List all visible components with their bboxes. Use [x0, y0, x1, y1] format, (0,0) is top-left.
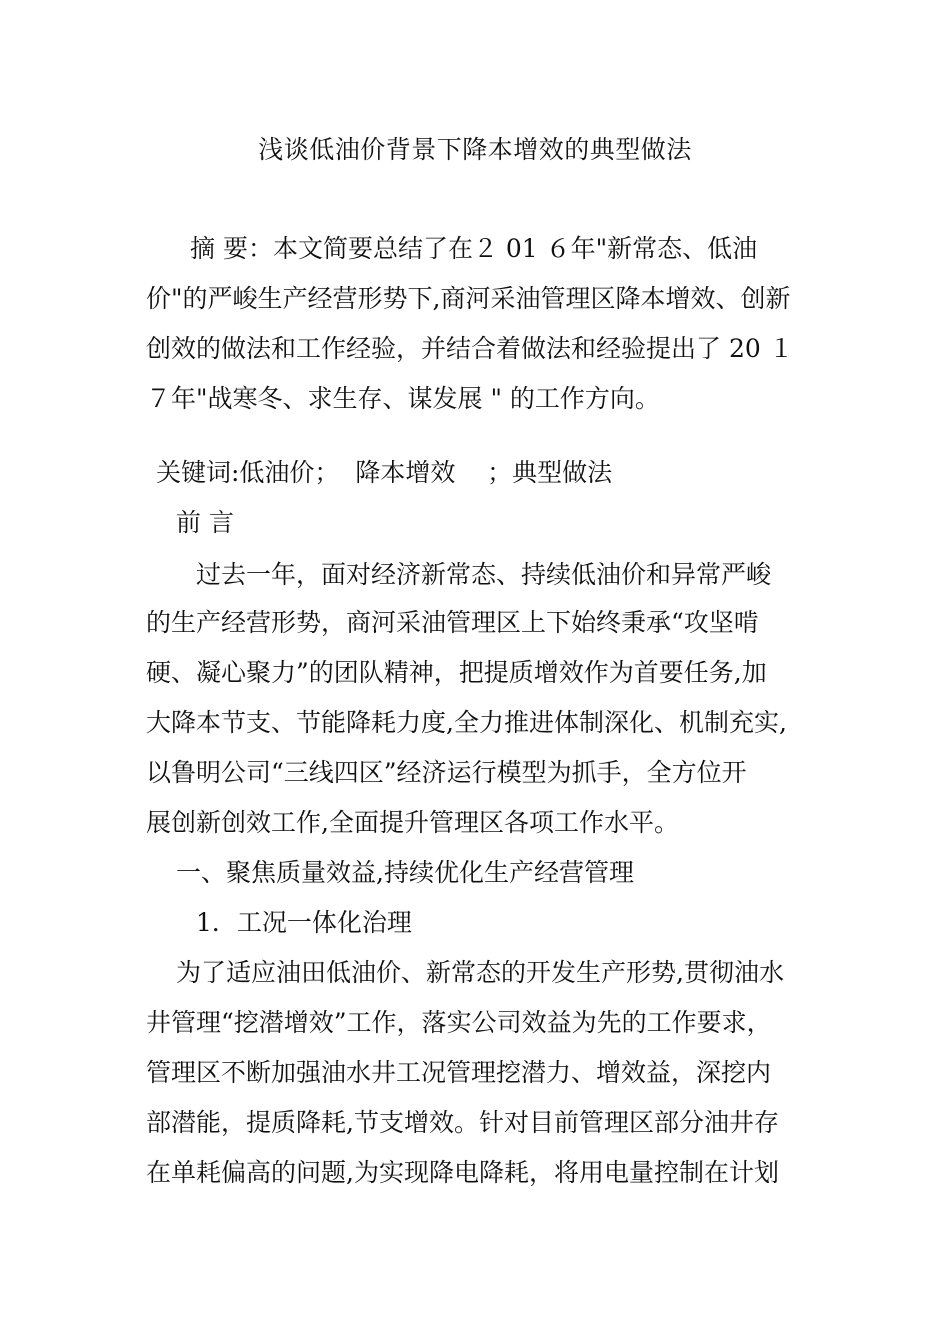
abstract-line: 摘 要：本文简要总结了在２ 01 ６年"新常态、低油	[190, 234, 758, 263]
preface-line: 过去一年，面对经济新常态、持续低油价和异常严峻	[196, 560, 772, 589]
body-line: 井管理“挖潜增效”工作，落实公司效益为先的工作要求，	[146, 1008, 772, 1037]
body-line: 在单耗偏高的问题,为实现降电降耗，将用电量控制在计划	[146, 1158, 779, 1187]
preface-line: 硬、凝心聚力”的团队精神，把提质增效作为首要任务,加	[146, 658, 767, 687]
body-line: 为了适应油田低油价、新常态的开发生产形势,贯彻油水	[176, 958, 784, 987]
abstract-line: ７年"战寒冬、求生存、谋发展 " 的工作方向。	[146, 384, 660, 413]
keywords-line: 关键词:低油价； 降本增效 ；典型做法	[156, 458, 613, 487]
abstract-line: 价"的严峻生产经营形势下,商河采油管理区降本增效、创新	[146, 284, 791, 313]
preface-line: 以鲁明公司“三线四区”经济运行模型为抓手，全方位开	[146, 758, 747, 787]
preface-heading: 前 言	[176, 508, 234, 537]
abstract-line: 创效的做法和工作经验，并结合着做法和经验提出了 20 １	[146, 334, 794, 363]
body-line: 管理区不断加强油水井工况管理挖潜力、增效益，深挖内	[146, 1058, 772, 1087]
preface-line: 的生产经营形势，商河采油管理区上下始终秉承“攻坚啃	[146, 608, 759, 637]
preface-line: 展创新创效工作,全面提升管理区各项工作水平。	[146, 808, 679, 837]
preface-line: 大降本节支、节能降耗力度,全力推进体制深化、机制充实,	[146, 708, 787, 737]
subsection-heading: 1．工况一体化治理	[196, 908, 412, 937]
body-line: 部潜能，提质降耗,节支增效。针对目前管理区部分油井存	[146, 1108, 779, 1137]
document-title: 浅谈低油价背景下降本增效的典型做法	[258, 135, 692, 164]
section-heading: 一、聚焦质量效益,持续优化生产经营管理	[176, 858, 634, 887]
